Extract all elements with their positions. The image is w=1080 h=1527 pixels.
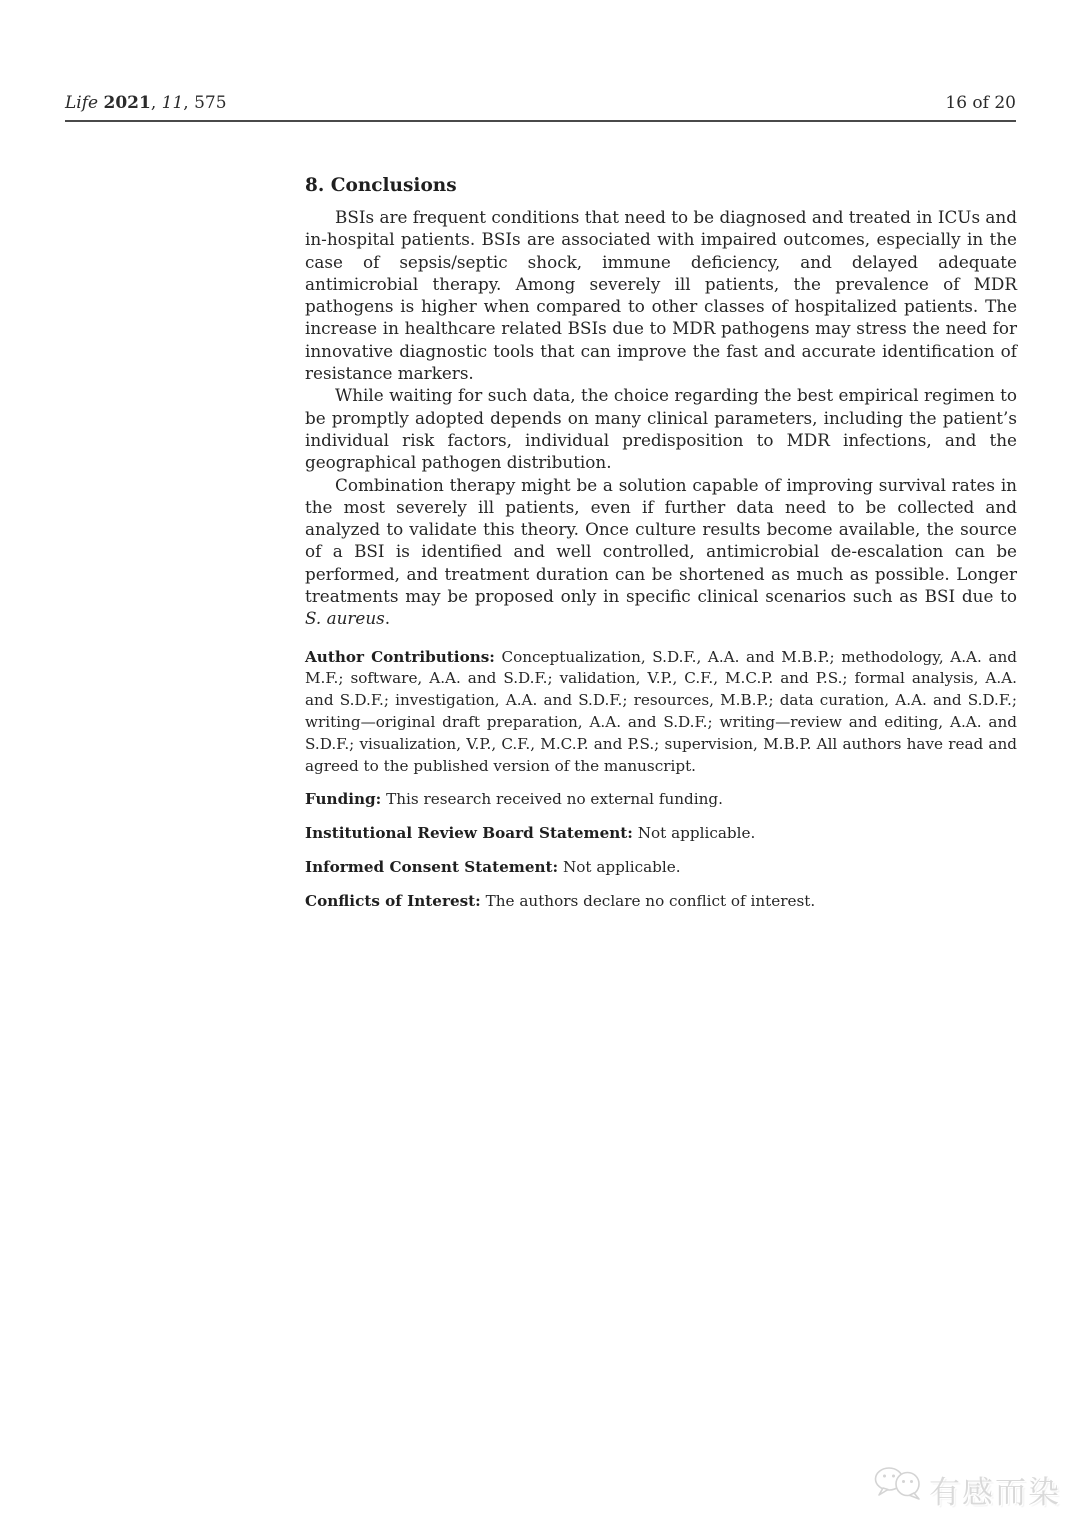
back-matter-label: Conflicts of Interest:: [305, 891, 481, 910]
back-matter-label: Author Contributions:: [305, 647, 495, 666]
paragraph-conclusions-1: BSIs are frequent conditions that need to be diagnosed and treated in ICUs and in-hospital patients. BSIs are associated with impaired outcomes, especially in the case of sepsis/septic shock, immune deficiency, and delayed adequate antimicrobial therapy. Among severely ill patients, the prevalence of MDR pathogens is higher when compared to other classes of hospitalized patients. The increase in healthcare related BSIs due to MDR pathogens may stress the need for innovative diagnostic tools that can improve the fast and accurate identification of resistance markers.: [305, 207, 1017, 384]
citation-volume: 11: [161, 93, 184, 113]
watermark-text: 有感而染: [929, 1474, 1061, 1511]
page-number: 16 of 20: [945, 93, 1016, 113]
funding-statement: [305, 789, 1017, 811]
journal-name: Life: [65, 93, 99, 113]
back-matter-label: Funding:: [305, 790, 382, 809]
header-divider: [65, 120, 1016, 122]
author-contributions: [305, 647, 1017, 778]
paragraph-conclusions-3: Combination therapy might be a solution capable of improving survival rates in the most severely ill patients, even if further data need to be collected and analyzed to validate this theory. Once culture results become available, the source of a BSI is identified and well controlled, antimicrobial de-escalation can be performed, and treatment duration can be shortened as much as possible. Longer treatments may be proposed only in specific clinical scenarios such as BSI due to S. aureus.: [305, 474, 1017, 629]
back-matter-text: Not applicable.: [558, 858, 681, 877]
paragraph-conclusions-2: While waiting for such data, the choice regarding the best empirical regimen to be promptly adopted depends on many clinical parameters, including the patient’s individual risk factors, individual predisposition to MDR infections, and the geographical pathogen distribution.: [305, 385, 1017, 473]
citation-year: 2021: [103, 93, 151, 113]
informed-consent-statement: [305, 857, 1017, 879]
conflicts-of-interest: [305, 891, 1017, 913]
species-name: S. aureus: [305, 608, 385, 629]
back-matter-text: The authors declare no conflict of interest.: [480, 891, 816, 910]
back-matter-label: Informed Consent Statement:: [305, 858, 559, 877]
back-matter-label: Institutional Review Board Statement:: [305, 824, 633, 843]
back-matter-text: Conceptualization, S.D.F., A.A. and M.B.P.; methodology, A.A. and M.F.; software, A.A. and S.D.F.; validation, V.P., C.F., M.C.P. and P.S.; formal analysis, A.A. and S.D.F.; investigation, A.A. and S.D.F.; resources, M.B.P.; data curation, A.A. and S.D.F.; writing—original draft preparation, A.A. and S.D.F.; writing—review and editing, A.A. and S.D.F.; visualization, V.P., C.F., M.C.P. and P.S.; supervision, M.B.P. All authors have read and agreed to the published version of the manuscript.: [305, 647, 1018, 775]
watermark: [874, 1466, 1061, 1512]
back-matter: [305, 647, 1017, 913]
back-matter-text: Not applicable.: [632, 824, 756, 843]
section-heading: 8. Conclusions: [305, 175, 457, 196]
citation-article-number: 575: [194, 93, 227, 113]
article-body: [305, 175, 1017, 913]
journal-citation: Life 2021, 11, 575: [65, 93, 227, 113]
page-header: [65, 93, 1016, 113]
wechat-icon: [874, 1466, 924, 1512]
irb-statement: [305, 823, 1017, 845]
back-matter-text: This research received no external funding.: [381, 790, 723, 809]
